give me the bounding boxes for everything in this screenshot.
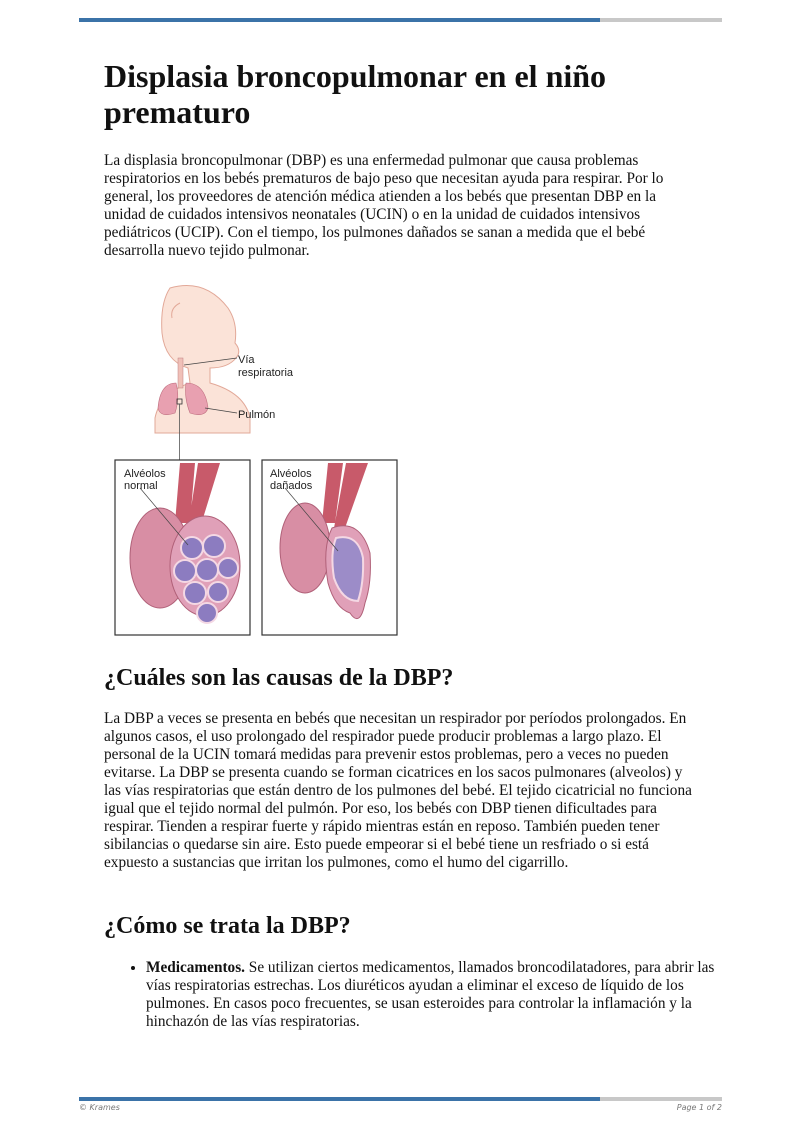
section-heading-causes: ¿Cuáles son las causas de la DBP?	[104, 665, 454, 691]
label-airway-2: respiratoria	[238, 367, 294, 379]
footer-progress-bar	[79, 1097, 722, 1101]
list-item-text: Se utilizan ciertos medicamentos, llamados broncodilatadores, para abrir las vías respiratorias estrechas. Los diuréticos ayudan a eliminar el exceso de líquido de los pulmones. En casos poco frecuentes, se usan esteroides para controlar la inflamación y la hinchazón de las vías respiratorias.	[146, 959, 715, 1030]
header-progress-bar	[79, 18, 722, 22]
footer-copyright: © Krames	[79, 1103, 120, 1112]
section-heading-treatment: ¿Cómo se trata la DBP?	[104, 913, 351, 939]
treatment-list	[104, 959, 736, 1031]
header-progress-fill	[79, 18, 600, 22]
label-normal: Alvéolos	[124, 468, 166, 480]
label-damaged: Alvéolos	[270, 468, 312, 480]
page-title: Displasia broncopulmonar en el niño prematuro	[104, 58, 607, 130]
list-item	[146, 959, 736, 1031]
label-normal-2: normal	[124, 480, 158, 492]
bpd-illustration	[110, 283, 400, 637]
intro-paragraph: La displasia broncopulmonar (DBP) es una enfermedad pulmonar que causa problemas respiratorios en los bebés prematuros de bajo peso que necesitan ayuda para respirar. Por lo general, los proveedores de atención médica atienden a los bebés que presentan DBP en la unidad de cuidados intensivos neonatales (UCIN) o en la unidad de cuidados intensivos pediátricos (UCIP). Con el tiempo, los pulmones dañados se sanan a medida que el bebé desarrolla nuevo tejido pulmonar.	[104, 152, 664, 259]
footer-page-number: Page 1 of 2	[676, 1103, 722, 1112]
label-lung: Pulmón	[238, 409, 276, 421]
label-damaged-2: dañados	[270, 480, 313, 492]
airway	[178, 358, 183, 388]
list-item-term: Medicamentos.	[146, 959, 245, 976]
footer-progress-fill	[79, 1097, 600, 1101]
label-airway: Vía	[238, 354, 255, 366]
causes-paragraph: La DBP a veces se presenta en bebés que necesitan un respirador por períodos prolongados. En algunos casos, el uso prolongado del respirador puede producir problemas a largo plazo. El personal de la UCIN tomará medidas para prevenir estos problemas, pero a veces no pueden evitarse. La DBP se presenta cuando se forman cicatrices en los sacos pulmonares (alveolos) y las vías respiratorias que están dentro de los pulmones del bebé. El tejido cicatricial no funciona igual que el tejido normal del pulmón. Por eso, los bebés con DBP tienen dificultades para respirar. Tienden a respirar fuerte y rápido mientras están en reposo. También pueden tener sibilancias o quedarse sin aire. Esto puede empeorar si el bebé tiene un resfriado o si está expuesto a sustancias que irritan los pulmones, como el humo del cigarrillo.	[104, 710, 692, 871]
